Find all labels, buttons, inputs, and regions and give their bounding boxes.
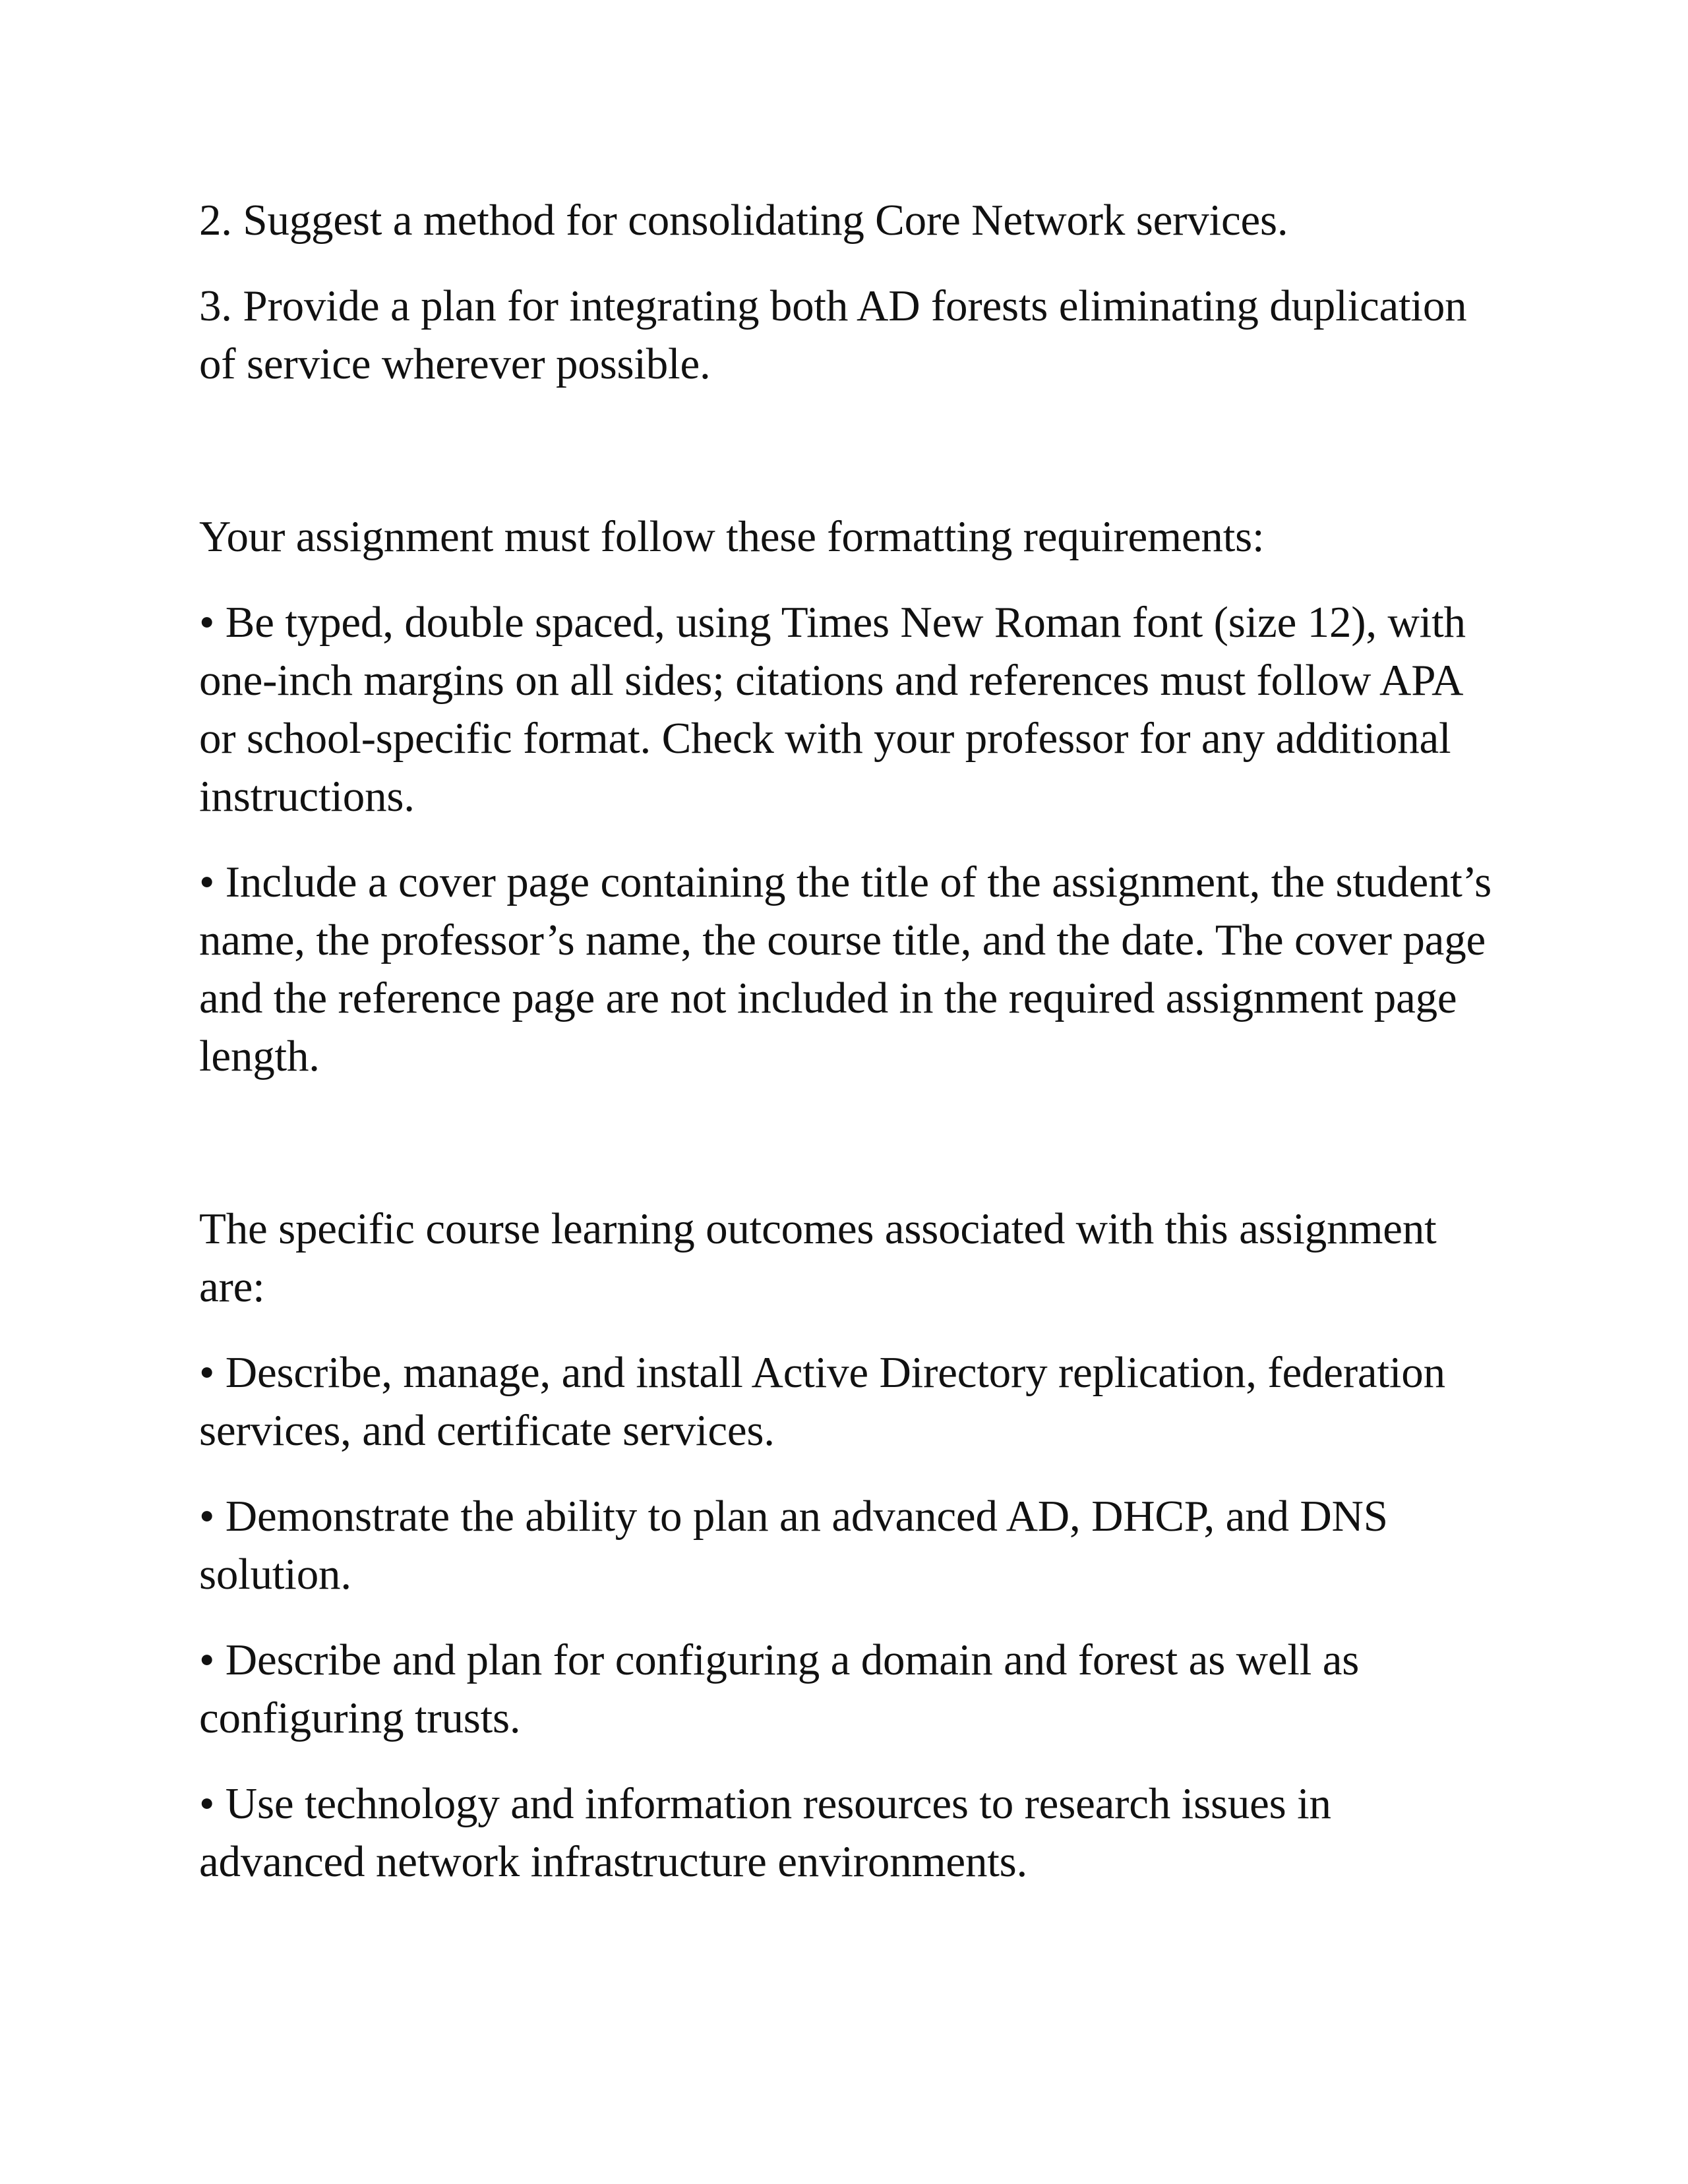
formatting-bullet-typing: • Be typed, double spaced, using Times New Roman font (size 12), with one-inch margins on all sides; citations and references must follow APA or school-specific format. Check with your professor for any additional instructions. — [199, 598, 1466, 821]
document-body — [199, 191, 1495, 1918]
outcomes-heading: The specific course learning outcomes associated with this assignment are: — [199, 1204, 1437, 1311]
outcome-bullet-active-directory: • Describe, manage, and install Active Directory replication, federation services, and certificate services. — [199, 1348, 1445, 1455]
task-item-2: 2. Suggest a method for consolidating Core Network services. — [199, 196, 1288, 245]
outcome-bullet-domain-forest: • Describe and plan for configuring a domain and forest as well as configuring trusts. — [199, 1636, 1360, 1742]
task-item-3: 3. Provide a plan for integrating both AD forests eliminating duplication of service wherever possible. — [199, 281, 1467, 388]
formatting-heading: Your assignment must follow these formatting requirements: — [199, 512, 1265, 561]
formatting-bullet-cover-page: • Include a cover page containing the title of the assignment, the student’s name, the professor’s name, the course title, and the date. The cover page and the reference page are not included in the required assignment page length. — [199, 858, 1492, 1080]
outcome-bullet-planning: • Demonstrate the ability to plan an advanced AD, DHCP, and DNS solution. — [199, 1492, 1388, 1599]
outcome-bullet-research: • Use technology and information resources to research issues in advanced network infrastructure environments. — [199, 1779, 1331, 1886]
